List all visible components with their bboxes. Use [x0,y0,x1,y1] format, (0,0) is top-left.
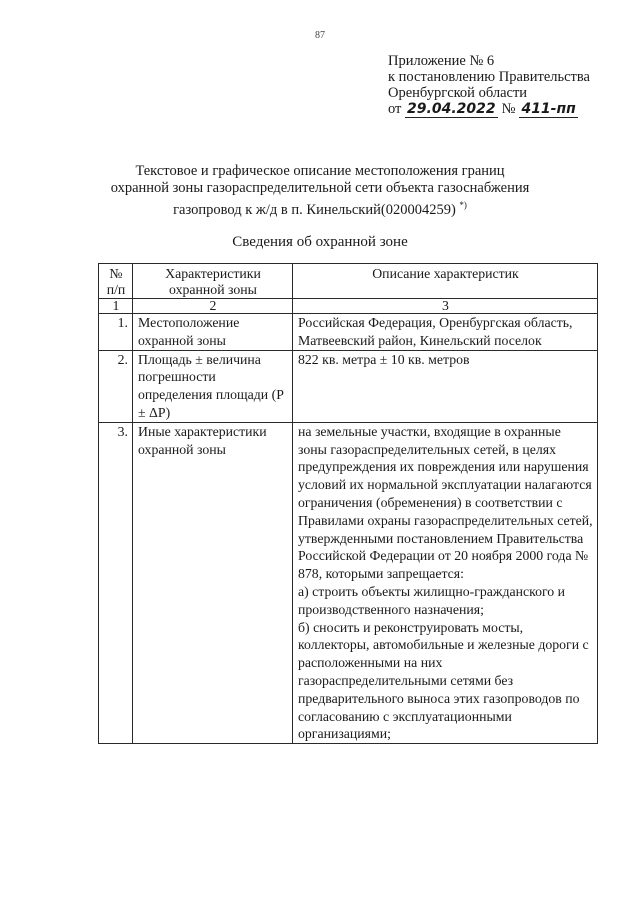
date-prefix: от [388,101,402,117]
row-num: 2. [99,350,133,422]
handwritten-number: 411-пп [521,101,576,117]
document-title [60,163,580,219]
row-num: 1. [99,314,133,351]
appendix-date-row [388,101,628,118]
title-line-1: Текстовое и графическое описание местоположения границ [135,163,505,179]
row-characteristic: Местоположение охранной зоны [133,314,293,351]
number-sign: № [501,101,516,117]
row-characteristic: Иные характеристики охранной зоны [133,422,293,743]
appendix-decree-line: к постановлению Правительства [388,69,590,85]
table-header-row [99,264,598,299]
index-cell-3: 3 [293,299,598,314]
row-description: на земельные участки, входящие в охранные зоны газораспределительных сетей, в целях предупреждения их повреждения или нарушения условий их нормальной эксплуатации налагаются ограничения (обременения) в соответствии с Правилами охраны газораспределительных сетей, утвержденными постановлением Правительства Российской Федерации от 20 ноября 2000 года № 878, которыми запрещается: а) строить объекты жилищно-гражданского и производственного назначения; б) сносить и реконструировать мосты, коллекторы, автомобильные и железные дороги с расположенными на них газораспределительными сетями без предварительного выноса этих газопроводов по согласованию с эксплуатационными организациями; [293,422,598,743]
title-line-2: охранной зоны газораспределительной сети объекта газоснабжения [110,180,530,196]
header-num: № п/п [99,264,133,299]
footnote-mark: *) [459,200,467,210]
zone-table [98,263,598,744]
index-cell-2: 2 [133,299,293,314]
row-description: Российская Федерация, Оренбургская область, Матвеевский район, Кинельский поселок [293,314,598,351]
table-row [99,422,598,743]
title-line-3-text: газопровод к ж/д в п. Кинельский(020004259) [173,201,456,218]
row-characteristic: Площадь ± величина погрешности определения площади (P ± ΔP) [133,350,293,422]
index-cell-1: 1 [99,299,133,314]
title-line-3 [60,197,580,219]
row-num: 3. [99,422,133,743]
table-row [99,350,598,422]
row-description: 822 кв. метра ± 10 кв. метров [293,350,598,422]
header-characteristic: Характеристики охранной зоны [133,264,293,299]
header-description: Описание характеристик [293,264,598,299]
appendix-title: Приложение № 6 [388,53,495,69]
appendix-region-line: Оренбургской области [388,85,528,101]
section-subtitle: Сведения об охранной зоне [232,234,408,250]
table-index-row [99,299,598,314]
page-number: 87 [315,30,325,41]
handwritten-date: 29.04.2022 [407,101,496,117]
table-row [99,314,598,351]
appendix-header [388,53,628,118]
